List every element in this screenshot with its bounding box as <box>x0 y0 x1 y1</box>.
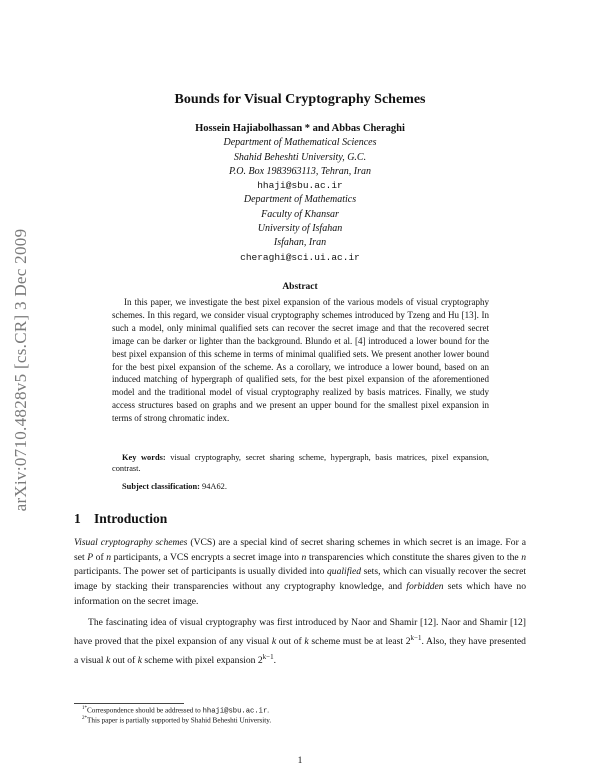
footnote-text: This paper is partially supported by Shahid Beheshti University. <box>87 716 272 725</box>
abstract-text: In this paper, we investigate the best pixel expansion of the various models of visual cryptography schemes. In this regard, we consider visual cryptography schemes introduced by Tzeng and Hu [13]. In such a model, only minimal qualified sets can recover the secret image and that the recovered secret image can be darker or lighter than the background. Blundo et al. [4] introduced a lower bound for the best pixel expansion of this scheme in terms of minimal qualified sets. We present another lower bound for the best pixel expansion of the scheme. As a corollary, we introduce a lower bound, based on an induced matching of hypergraph of qualified sets, for the best pixel expansion of the aforementioned model and the traditional model of visual cryptography realized by basis matrices. Finally, we study access structures based on graphs and we present an upper bound for the smallest pixel expansion in terms of strong chromatic index. <box>112 297 489 424</box>
text-run: The fascinating idea of visual cryptography was first introduced by Naor and Shamir [12]. Naor and Shamir [12] have proved that the pixel expansion of any visual <box>74 617 526 647</box>
exponent: k−1 <box>410 633 422 642</box>
affiliation1-address: P.O. Box 1983963113, Tehran, Iran <box>228 166 372 177</box>
affiliation2-city: Isfahan, Iran <box>273 237 327 248</box>
paper-title: Bounds for Visual Cryptography Schemes <box>174 92 426 107</box>
footnote-rule <box>74 703 184 704</box>
exponent: k−1 <box>262 652 274 661</box>
text-run: out of <box>110 654 138 666</box>
text-run: . Also, they have presented a visual <box>74 635 526 666</box>
text-run: scheme must be at least 2 <box>308 635 411 647</box>
subject-classification <box>122 482 227 491</box>
math-symbol: k <box>304 635 309 647</box>
section-title: Introduction <box>94 511 168 526</box>
text-run: . <box>273 654 277 666</box>
text-run: (VCS) are a special kind of secret sharing schemes in which secret is an image. For a set <box>74 537 526 563</box>
footnote-2 <box>82 716 271 724</box>
text-run: sets which have no information on the secret image. <box>74 581 526 607</box>
affiliation1-univ: Shahid Beheshti University, G.C. <box>233 152 367 163</box>
page-number: 1 <box>297 756 303 766</box>
math-symbol: n <box>521 551 526 563</box>
footnote-end: . <box>267 706 270 715</box>
affiliation2-univ: University of Isfahan <box>257 223 343 234</box>
section-heading <box>74 511 167 527</box>
affiliation2-faculty: Faculty of Khansar <box>261 209 339 220</box>
math-symbol: n <box>106 551 112 563</box>
affiliation2-dept: Department of Mathematics <box>243 194 357 205</box>
forbidden-term: forbidden <box>406 581 444 593</box>
text-run: scheme with pixel expansion 2 <box>141 654 263 666</box>
text-run: participants, a VCS encrypts a secret image into <box>111 551 302 563</box>
subject-text: 94A62. <box>202 482 227 491</box>
abstract <box>112 296 489 425</box>
paper-authors: Hossein Hajiabolhassan * and Abbas Cheraghi <box>195 123 405 134</box>
footnote-1 <box>82 706 269 715</box>
affiliation2-email: cheraghi@sci.ui.ac.ir <box>240 252 360 263</box>
math-symbol: k <box>271 635 277 647</box>
footnote-mark: 1* <box>82 706 87 711</box>
intro-paragraph-1 <box>74 536 526 610</box>
math-symbol: n <box>301 551 307 563</box>
affiliation1-email: hhaji@sbu.ac.ir <box>257 180 343 191</box>
intro-paragraph-2 <box>74 616 526 668</box>
text-run: sets, which can visually recover the secret image by stacking their transparencies without any cryptography knowledge, and <box>74 566 526 593</box>
footnote-text: Correspondence should be addressed to <box>87 706 203 715</box>
text-run: out of <box>276 635 305 647</box>
arxiv-stamp <box>6 200 36 540</box>
keywords <box>112 452 489 474</box>
intro-vcs-term: Visual cryptography schemes <box>74 537 188 548</box>
keywords-text: visual cryptography, secret sharing scheme, hypergraph, basis matrices, pixel expansion, contrast. <box>112 453 490 474</box>
subject-label: Subject classification: <box>122 482 200 491</box>
text-run: of <box>93 551 107 563</box>
keywords-label: Key words: <box>122 453 166 462</box>
text-run: transparencies which constitute the shares given to the <box>306 551 522 563</box>
math-symbol: k <box>105 654 111 666</box>
qualified-term: qualified <box>326 566 362 578</box>
footnote-email: hhaji@sbu.ac.ir <box>202 707 268 716</box>
math-symbol: P <box>87 551 94 563</box>
abstract-heading: Abstract <box>282 282 318 292</box>
arxiv-stamp-text: arXiv:0710.4828v5 [cs.CR] 3 Dec 2009 <box>11 228 30 512</box>
text-run: participants. The power set of participants is usually divided into <box>74 566 327 578</box>
footnote-mark: 2* <box>82 716 87 721</box>
affiliation1-dept: Department of Mathematical Sciences <box>223 137 377 148</box>
math-symbol: k <box>137 654 142 666</box>
section-number: 1 <box>74 511 81 526</box>
